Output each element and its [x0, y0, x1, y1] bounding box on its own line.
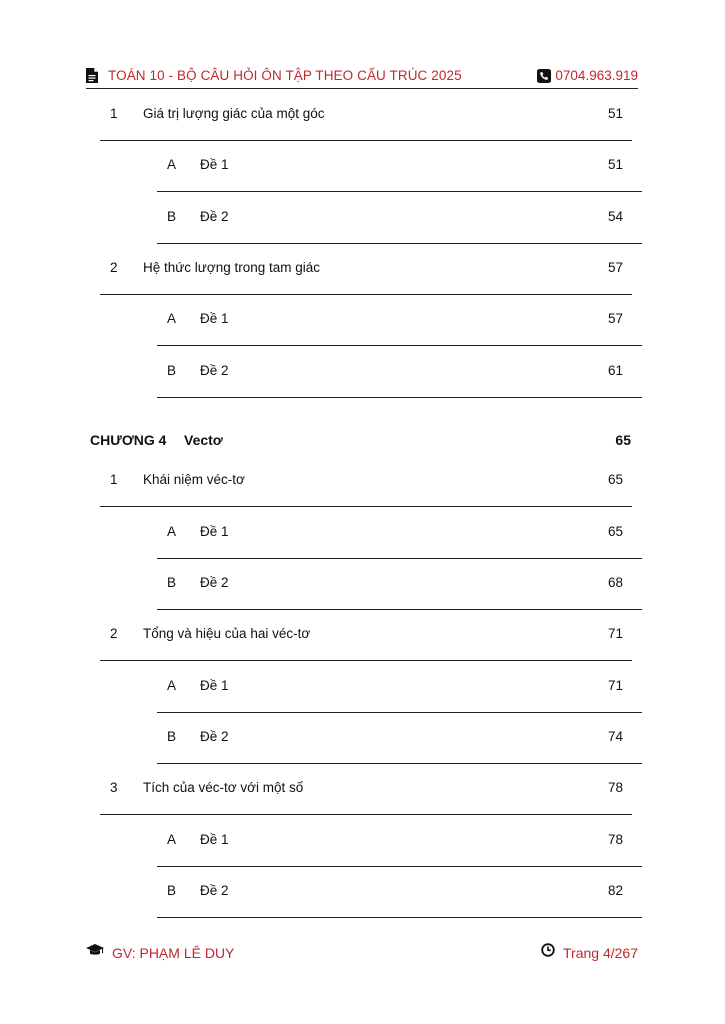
toc-section-number: 2 [110, 626, 118, 641]
divider [157, 345, 642, 346]
divider [100, 506, 632, 507]
toc-subsection[interactable] [167, 311, 623, 331]
toc-subsection-letter: B [167, 729, 177, 744]
toc-subsection-letter: B [167, 209, 177, 224]
toc-page-number: 78 [607, 832, 623, 847]
toc-subsection-title: Đề 2 [200, 729, 229, 744]
page-header [86, 68, 638, 89]
toc-page-number: 82 [607, 883, 623, 898]
toc-subsection-title: Đề 2 [200, 575, 229, 590]
divider [100, 660, 632, 661]
toc-page-number: 65 [607, 524, 623, 539]
clock-icon [541, 943, 555, 962]
divider [100, 294, 632, 295]
divider [100, 814, 632, 815]
toc-subsection-title: Đề 1 [200, 832, 229, 847]
toc-subsection-title: Đề 1 [200, 157, 229, 172]
divider [157, 243, 642, 244]
toc-section-title: Tích của véc-tơ với một số [143, 780, 304, 795]
divider [157, 917, 642, 918]
phone-icon [537, 69, 551, 83]
footer-page-info: Trang 4/267 [563, 944, 638, 961]
header-title: TOÁN 10 - BỘ CÂU HỎI ÔN TẬP THEO CẤU TRÚC 2025 [108, 68, 462, 83]
toc-subsection[interactable] [167, 832, 623, 852]
toc-section-title: Giá trị lượng giác của một góc [143, 106, 325, 121]
divider [157, 763, 642, 764]
toc-subsection[interactable] [167, 883, 623, 903]
toc-page-number: 54 [607, 209, 623, 224]
toc-section[interactable] [110, 106, 623, 126]
toc-section[interactable] [110, 260, 623, 280]
toc-subsection-letter: A [167, 678, 177, 693]
page-footer [86, 943, 638, 963]
toc-section-title: Tổng và hiệu của hai véc-tơ [143, 626, 311, 641]
toc-section[interactable] [110, 626, 623, 646]
document-icon [86, 68, 98, 83]
toc-subsection[interactable] [167, 363, 623, 383]
divider [157, 191, 642, 192]
toc-section-title: Hệ thức lượng trong tam giác [143, 260, 321, 275]
toc-subsection-letter: A [167, 311, 177, 326]
divider [157, 712, 642, 713]
toc-page-number: 68 [607, 575, 623, 590]
chapter-page-number: 65 [615, 432, 631, 448]
divider [100, 140, 632, 141]
toc-section[interactable] [110, 780, 623, 800]
toc-section[interactable] [110, 472, 623, 492]
toc-subsection[interactable] [167, 157, 623, 177]
graduation-cap-icon [86, 943, 104, 962]
toc-page-number: 71 [607, 626, 623, 641]
toc-section-number: 2 [110, 260, 118, 275]
toc-page-number: 57 [607, 260, 623, 275]
toc-subsection-title: Đề 2 [200, 209, 229, 224]
toc-subsection-title: Đề 1 [200, 311, 229, 326]
toc-subsection-letter: A [167, 524, 177, 539]
toc-subsection-letter: A [167, 157, 177, 172]
toc-subsection-title: Đề 1 [200, 524, 229, 539]
toc-section-number: 1 [110, 106, 118, 121]
toc-subsection-letter: B [167, 575, 177, 590]
toc-subsection-title: Đề 2 [200, 363, 229, 378]
toc-subsection-title: Đề 1 [200, 678, 229, 693]
divider [157, 558, 642, 559]
toc-page-number: 78 [607, 780, 623, 795]
divider [157, 866, 642, 867]
toc-subsection-letter: B [167, 883, 177, 898]
toc-page-number: 71 [607, 678, 623, 693]
toc-subsection[interactable] [167, 575, 623, 595]
toc-page-number: 74 [607, 729, 623, 744]
header-phone: 0704.963.919 [555, 68, 638, 83]
toc-subsection[interactable] [167, 209, 623, 229]
toc-subsection-title: Đề 2 [200, 883, 229, 898]
divider [157, 397, 642, 398]
toc-subsection-letter: B [167, 363, 177, 378]
chapter-title: Vectơ [184, 432, 223, 448]
toc-section-title: Khái niệm véc-tơ [143, 472, 245, 487]
toc-page-number: 65 [607, 472, 623, 487]
footer-teacher: GV: PHẠM LÊ DUY [112, 944, 235, 961]
toc-chapter-heading[interactable] [90, 432, 631, 452]
divider [157, 609, 642, 610]
toc-subsection[interactable] [167, 729, 623, 749]
toc-subsection-letter: A [167, 832, 177, 847]
toc-page-number: 57 [607, 311, 623, 326]
toc-subsection[interactable] [167, 524, 623, 544]
chapter-label: CHƯƠNG 4 [90, 432, 167, 448]
toc-section-number: 1 [110, 472, 118, 487]
toc-page-number: 61 [607, 363, 623, 378]
toc-section-number: 3 [110, 780, 118, 795]
toc-page-number: 51 [607, 157, 623, 172]
toc-subsection[interactable] [167, 678, 623, 698]
toc-page-number: 51 [607, 106, 623, 121]
